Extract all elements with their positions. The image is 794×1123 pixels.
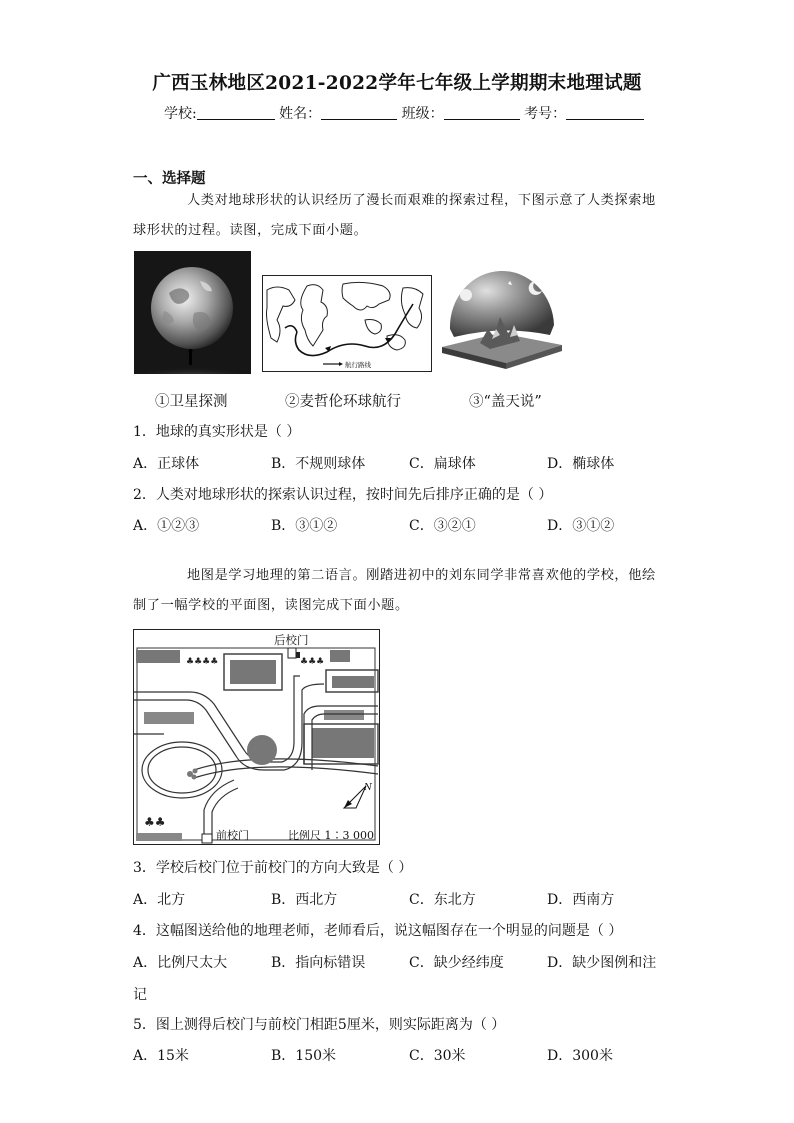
name-blank[interactable] [321,105,397,120]
section-title: 一、选择题 [133,170,206,187]
scale-label: 比例尺 1∶3 000 [288,829,374,842]
passage-2 [133,561,663,621]
q2-option-a[interactable]: A．①②③ [133,518,200,534]
q2-option-c[interactable]: C．③②① [409,518,476,534]
caption-satellite: ①卫星探测 [155,394,228,410]
magellan-route-map [262,275,432,372]
q1-option-a[interactable]: A．正球体 [133,456,200,472]
back-gate-label: 后校门 [274,633,309,647]
student-info-line [164,103,644,123]
passage-1-text: 人类对地球形状的认识经历了漫长而艰难的探索过程，下图示意了人类探索地球形状的过程。读图，完成下面小题。 [133,193,656,238]
q5-option-a[interactable]: A．15米 [133,1048,189,1064]
passage-2-text: 地图是学习地理的第二语言。刚踏进初中的刘东同学非常喜欢他的学校，他绘制了一幅学校的平面图，读图完成下面小题。 [133,568,656,613]
q1-option-c[interactable]: C．扁球体 [409,456,476,472]
north-label: N [364,783,372,793]
q4-option-d[interactable]: D．缺少图例和注 [547,955,657,971]
q4-option-a[interactable]: A．比例尺太大 [133,955,228,971]
q2-option-b[interactable]: B．③①② [271,518,338,534]
caption-dome-heaven: ③“盖天说” [469,394,542,410]
page-title: 广西玉林地区2021-2022学年七年级上学期期末地理试题 [152,73,642,94]
q3-option-d[interactable]: D．西南方 [547,892,615,908]
q3-option-a[interactable]: A．北方 [133,892,186,908]
q1-option-b[interactable]: B．不规则球体 [271,456,366,472]
question-2-stem: 2．人类对地球形状的探索认识过程，按时间先后排序正确的是（ ） [133,487,553,503]
question-4-stem: 4．这幅图送给他的地理老师，老师看后，说这幅图存在一个明显的问题是（ ） [133,923,623,939]
satellite-earth-image [134,251,251,374]
class-blank[interactable] [444,105,520,120]
q4-option-c[interactable]: C．缺少经纬度 [409,955,504,971]
q5-option-b[interactable]: B．150米 [271,1048,337,1064]
caption-magellan: ②麦哲伦环球航行 [285,394,401,410]
tree-icon: ♣♣♣ [300,657,325,667]
question-5-stem: 5．图上测得后校门与前校门相距5厘米，则实际距离为（ ） [133,1017,506,1033]
question-1-stem: 1．地球的真实形状是（ ） [133,424,301,440]
front-gate-label: 前校门 [216,829,249,842]
exam-number-label: 考号： [524,106,567,122]
q2-option-d[interactable]: D．③①② [547,518,615,534]
passage-1 [133,186,663,246]
q4-option-d-wrap: 记 [133,987,147,1003]
q3-option-c[interactable]: C．东北方 [409,892,476,908]
school-map [133,629,380,845]
route-legend-text: 航行路线 [345,361,371,369]
q4-option-b[interactable]: B．指向标错误 [271,955,366,971]
q5-option-c[interactable]: C．30米 [409,1048,466,1064]
tree-icon: ♣♣♣♣ [186,657,219,667]
dome-heaven-image [440,259,565,377]
tree-icon: ♣♣ [144,815,166,829]
class-label: 班级： [401,106,444,122]
q5-option-d[interactable]: D．300米 [547,1048,613,1064]
q1-option-d[interactable]: D．椭球体 [547,456,615,472]
name-label: 姓名： [279,106,322,122]
question-3-stem: 3．学校后校门位于前校门的方向大致是（ ） [133,860,413,876]
school-label: 学校: [164,106,197,122]
school-blank[interactable] [197,105,275,120]
north-arrow-icon [344,786,366,808]
q3-option-b[interactable]: B．西北方 [271,892,338,908]
exam-number-blank[interactable] [566,105,644,120]
